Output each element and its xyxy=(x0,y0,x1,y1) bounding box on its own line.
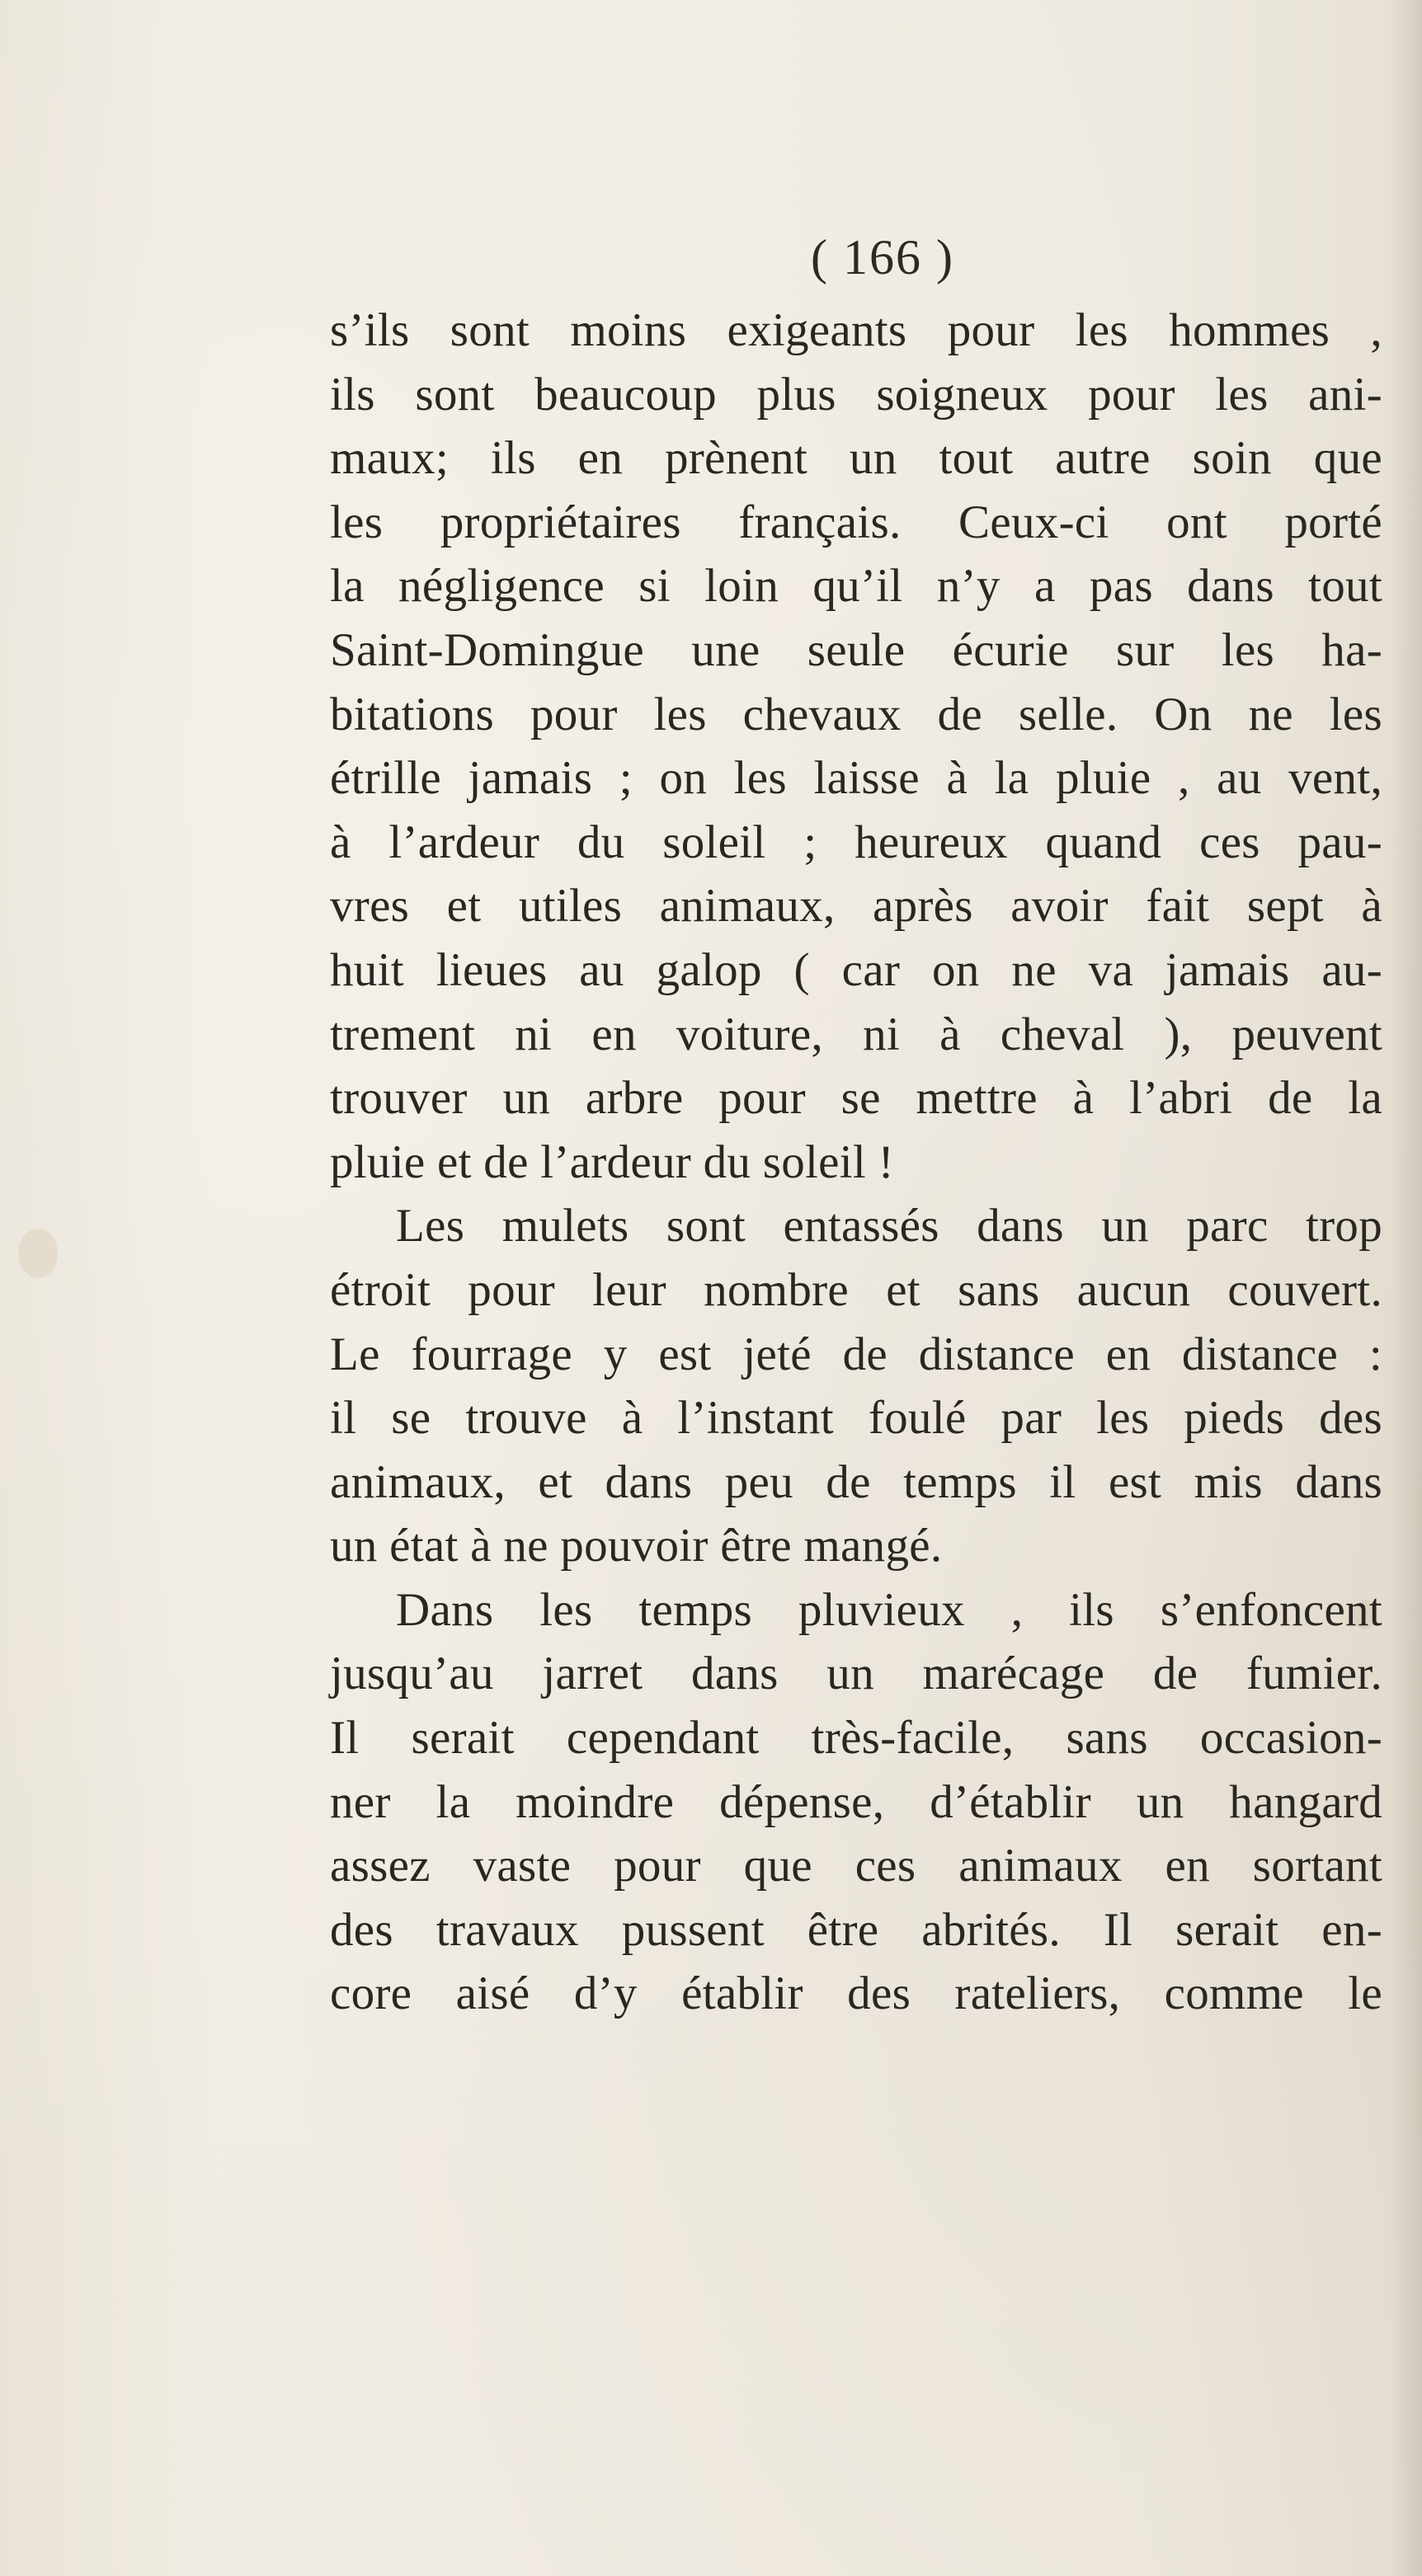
text-line: Le fourrage y est jeté de distance en distance : xyxy=(330,1328,1382,1380)
text-line: les propriétaires français. Ceux-ci ont porté xyxy=(330,496,1382,548)
page-number: ( 166 ) xyxy=(811,230,954,284)
text-line: pluie et de l’ardeur du soleil ! xyxy=(330,1135,894,1188)
text-line: la négligence si loin qu’il n’y a pas dans tout xyxy=(330,560,1382,613)
text-line: ner la moindre dépense, d’établir un hangard xyxy=(330,1775,1382,1828)
text-line: Il serait cependant très-facile, sans occasion- xyxy=(330,1712,1382,1765)
paper-stain xyxy=(18,1229,58,1278)
text-line: ils sont beaucoup plus soigneux pour les ani- xyxy=(330,368,1382,421)
text-line: s’ils sont moins exigeants pour les hommes , xyxy=(330,304,1382,356)
text-line: trouver un arbre pour se mettre à l’abri de la xyxy=(330,1072,1382,1125)
text-line: des travaux pussent être abrités. Il serait en- xyxy=(330,1903,1382,1956)
paragraph-first-line: Dans les temps pluvieux , ils s’enfoncent xyxy=(396,1583,1382,1636)
text-line: un état à ne pouvoir être mangé. xyxy=(330,1520,943,1572)
text-line: animaux, et dans peu de temps il est mis dans xyxy=(330,1455,1382,1508)
text-line: étrille jamais ; on les laisse à la pluie , au vent, xyxy=(330,752,1382,805)
text-line: jusqu’au jarret dans un marécage de fumier. xyxy=(330,1648,1382,1700)
text-line: assez vaste pour que ces animaux en sortant xyxy=(330,1840,1382,1892)
text-line: à l’ardeur du soleil ; heureux quand ces pau- xyxy=(330,816,1382,868)
body-text xyxy=(330,298,1382,2026)
page-edge-shadow xyxy=(1389,0,1422,2576)
paragraph-first-line: Les mulets sont entassés dans un parc trop xyxy=(396,1200,1382,1253)
text-line: vres et utiles animaux, après avoir fait sept à xyxy=(330,880,1382,933)
text-line: bitations pour les chevaux de selle. On ne les xyxy=(330,688,1382,740)
text-line: il se trouve à l’instant foulé par les pieds des xyxy=(330,1392,1382,1445)
text-line: core aisé d’y établir des rateliers, comme le xyxy=(330,1967,1382,2020)
text-line: huit lieues au galop ( car on ne va jamais au- xyxy=(330,943,1382,996)
text-line: étroit pour leur nombre et sans aucun couvert. xyxy=(330,1263,1382,1316)
text-line: maux; ils en prènent un tout autre soin que xyxy=(330,432,1382,485)
text-line: Saint-Domingue une seule écurie sur les ha- xyxy=(330,623,1382,676)
text-line: trement ni en voiture, ni à cheval ), peuvent xyxy=(330,1008,1382,1060)
